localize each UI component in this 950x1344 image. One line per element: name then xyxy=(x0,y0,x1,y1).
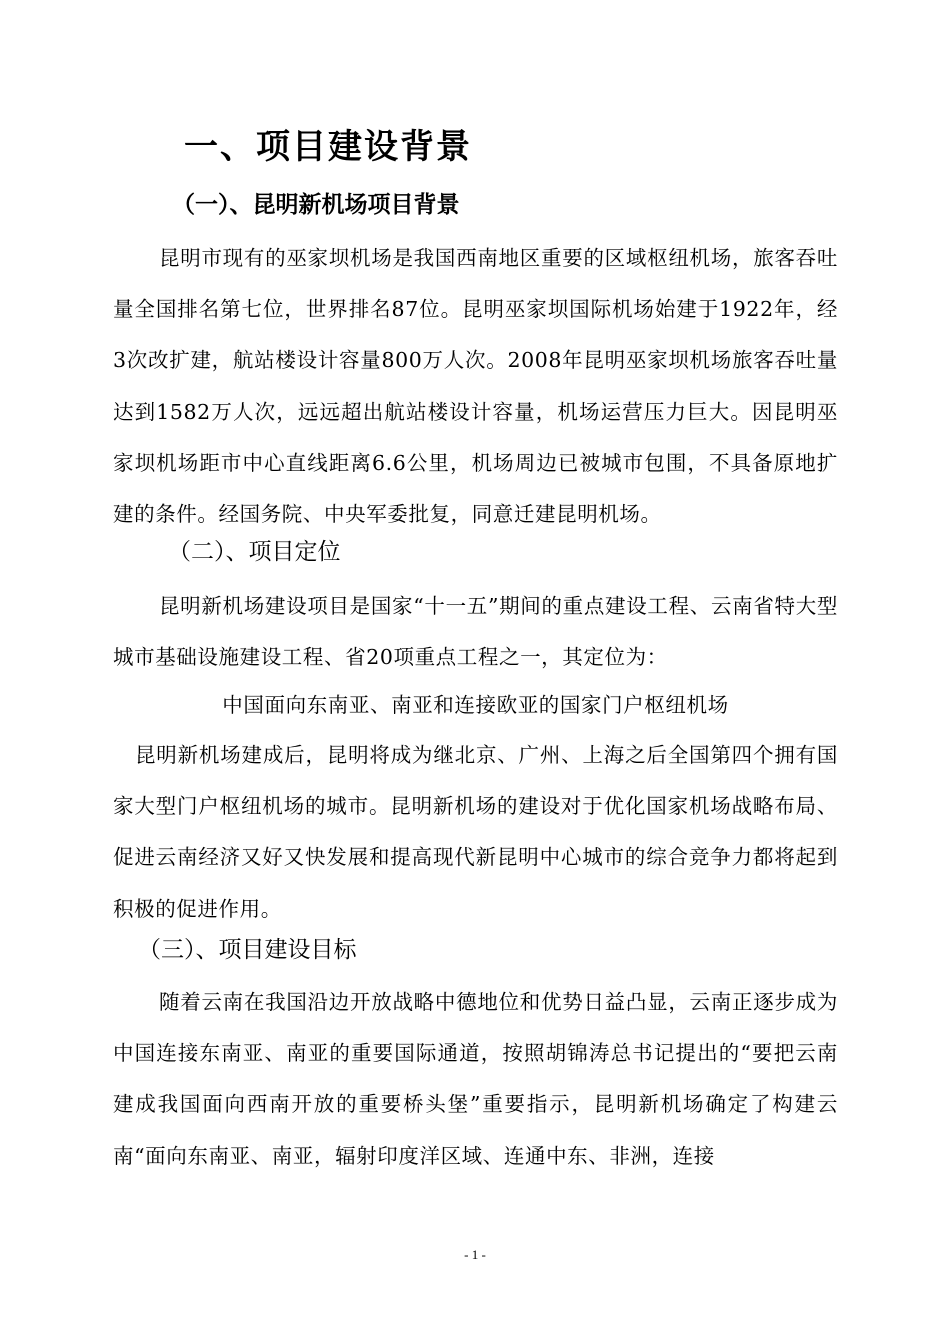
section-2-title: （二）、项目定位 xyxy=(168,539,341,565)
section-1-paragraph: 昆明市现有的巫家坝机场是我国西南地区重要的区域枢纽机场，旅客吞吐量全国排名第七位，世界排名87位。昆明巫家坝国际机场始建于1922年，经3次改扩建，航站楼设计容量800万人次。2008年昆明巫家坝机场旅客吞吐量达到1582万人次，远远超出航站楼设计容量，机场运营压力巨大。因昆明巫家坝机场距市中心直线距离6.6公里，机场周边已被城市包围，不具备原地扩建的条件。经国务院、中央军委批复，同意迁建昆明机场。 xyxy=(113,246,838,527)
section-3-title: （三）、项目建设目标 xyxy=(138,937,357,963)
section-2-positioning-statement: 中国面向东南亚、南亚和连接欧亚的国家门户枢纽机场 xyxy=(222,693,729,717)
page-number: - 1 - xyxy=(464,1247,486,1262)
section-2-paragraph-1: 昆明新机场建设项目是国家“十一五”期间的重点建设工程、云南省特大型城市基础设施建设工程、省20项重点工程之一，其定位为： xyxy=(113,594,838,670)
chapter-heading: 一、项目建设背景 xyxy=(184,127,472,167)
section-3-paragraph: 随着云南在我国沿边开放战略中德地位和优势日益凸显，云南正逐步成为中国连接东南亚、南亚的重要国际通道，按照胡锦涛总书记提出的“要把云南建成我国面向西南开放的重要桥头堡”重要指示，昆明新机场确定了构建云南“面向东南亚、南亚，辐射印度洋区域、连通中东、非洲，连接 xyxy=(113,990,838,1168)
section-2-paragraph-2: 昆明新机场建成后，昆明将成为继北京、广州、上海之后全国第四个拥有国家大型门户枢纽机场的城市。昆明新机场的建设对于优化国家机场战略布局、促进云南经济又好又快发展和提高现代新昆明中心城市的综合竞争力都将起到积极的促进作用。 xyxy=(113,743,838,921)
section-1-title: （一）、昆明新机场项目背景 xyxy=(172,192,460,218)
